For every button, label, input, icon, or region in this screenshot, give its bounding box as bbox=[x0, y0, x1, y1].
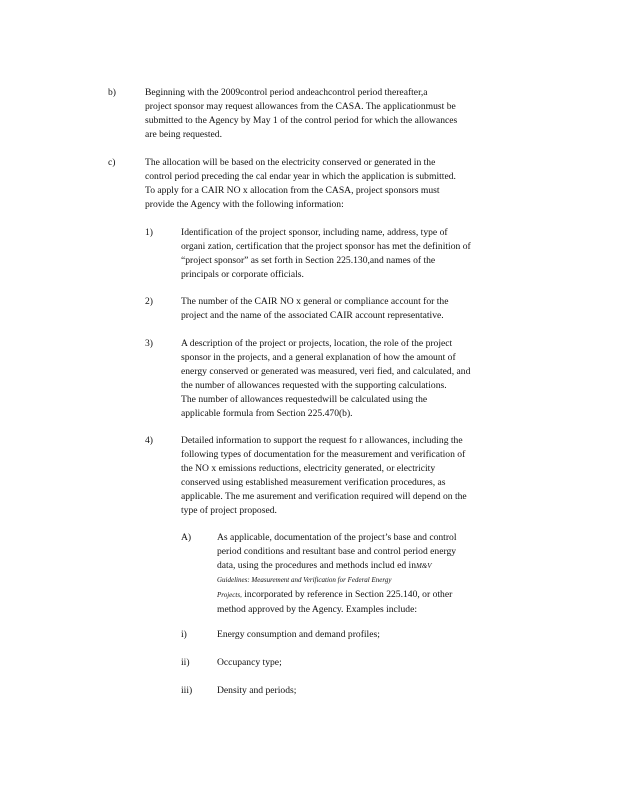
citation-italic: Projects, bbox=[217, 590, 242, 599]
text-line: “project sponsor” as set forth in Section 225.130,and names of the bbox=[181, 254, 436, 266]
text-segment: incorporated by reference in Section 225.140, or other bbox=[244, 588, 453, 600]
item-b-text bbox=[145, 86, 538, 142]
item-iii-text: Density and periods; bbox=[217, 685, 297, 696]
item-c3-text bbox=[181, 337, 541, 420]
text-line: the number of allowances requested with the supporting calculations. bbox=[181, 379, 447, 391]
text-line: method approved by the Agency. Examples include: bbox=[217, 603, 417, 615]
text-line: The number of the CAIR NO x general or compliance account for the bbox=[181, 296, 449, 307]
item-b-label: b) bbox=[108, 87, 116, 98]
item-ii-text: Occupancy type; bbox=[217, 657, 282, 668]
text-line: applicable. The me asurement and verification required will depend on the bbox=[181, 490, 467, 502]
text-line: are being requested. bbox=[145, 128, 222, 140]
text-line: control period preceding the cal endar year in which the application is submitted. bbox=[145, 170, 456, 182]
text-segment: data, using the procedures and methods includ ed in bbox=[217, 559, 417, 571]
item-c4-text bbox=[181, 434, 541, 517]
item-c2-label: 2) bbox=[145, 296, 153, 307]
item-c1-label: 1) bbox=[145, 227, 153, 238]
item-c-text bbox=[145, 156, 538, 212]
text-line: project sponsor may request allowances from the CASA. The applicationmust be bbox=[145, 100, 456, 112]
item-c3-label: 3) bbox=[145, 338, 153, 349]
item-iii-label: iii) bbox=[181, 685, 193, 696]
text-line: type of project proposed. bbox=[181, 504, 277, 516]
text-line: As applicable, documentation of the project’s base and control bbox=[217, 532, 457, 543]
text-line bbox=[217, 588, 527, 603]
text-line: Beginning with the 2009control period andeachcontrol period thereafter,a bbox=[145, 87, 428, 98]
text-line: The allocation will be based on the electricity conserved or generated in the bbox=[145, 157, 436, 168]
text-line: sponsor in the projects, and a general explanation of how the amount of bbox=[181, 351, 456, 363]
text-line: organi zation, certification that the project sponsor has met the definition of bbox=[181, 240, 471, 252]
text-line: To apply for a CAIR NO x allocation from the CASA, project sponsors must bbox=[145, 184, 440, 196]
text-line: applicable formula from Section 225.470(b). bbox=[181, 407, 353, 419]
citation-italic: M&V bbox=[416, 561, 432, 570]
text-line: The number of allowances requestedwill be calculated using the bbox=[181, 393, 428, 405]
item-c4-label: 4) bbox=[145, 435, 153, 446]
text-line bbox=[217, 559, 527, 574]
text-line: submitted to the Agency by May 1 of the control period for which the allowances bbox=[145, 114, 458, 126]
item-ii-label: ii) bbox=[181, 657, 190, 668]
text-line: provide the Agency with the following information: bbox=[145, 198, 344, 210]
text-line: period conditions and resultant base and control period energy bbox=[217, 545, 457, 557]
text-line: energy conserved or generated was measured, veri fied, and calculated, and bbox=[181, 365, 471, 377]
item-c4A-text bbox=[217, 531, 527, 616]
item-c1-text bbox=[181, 226, 541, 282]
item-i-text: Energy consumption and demand profiles; bbox=[217, 629, 380, 640]
citation-italic: Guidelines: Measurement and Verification for Federal Energy bbox=[217, 575, 392, 584]
text-line: Identification of the project sponsor, including name, address, type of bbox=[181, 227, 448, 238]
text-line: A description of the project or projects, location, the role of the project bbox=[181, 338, 453, 349]
text-line: Detailed information to support the request fo r allowances, including the bbox=[181, 435, 463, 446]
text-line: principals or corporate officials. bbox=[181, 268, 304, 280]
text-line: the NO x emissions reductions, electricity generated, or electricity bbox=[181, 462, 436, 474]
item-i-label: i) bbox=[181, 629, 187, 640]
text-line: project and the name of the associated CAIR account representative. bbox=[181, 309, 444, 321]
item-c2-text bbox=[181, 295, 541, 323]
item-c4A-label: A) bbox=[181, 532, 192, 543]
text-line: conserved using established measurement verification procedures, as bbox=[181, 476, 446, 488]
item-c-label: c) bbox=[108, 157, 116, 168]
text-line: following types of documentation for the measurement and verification of bbox=[181, 448, 466, 460]
